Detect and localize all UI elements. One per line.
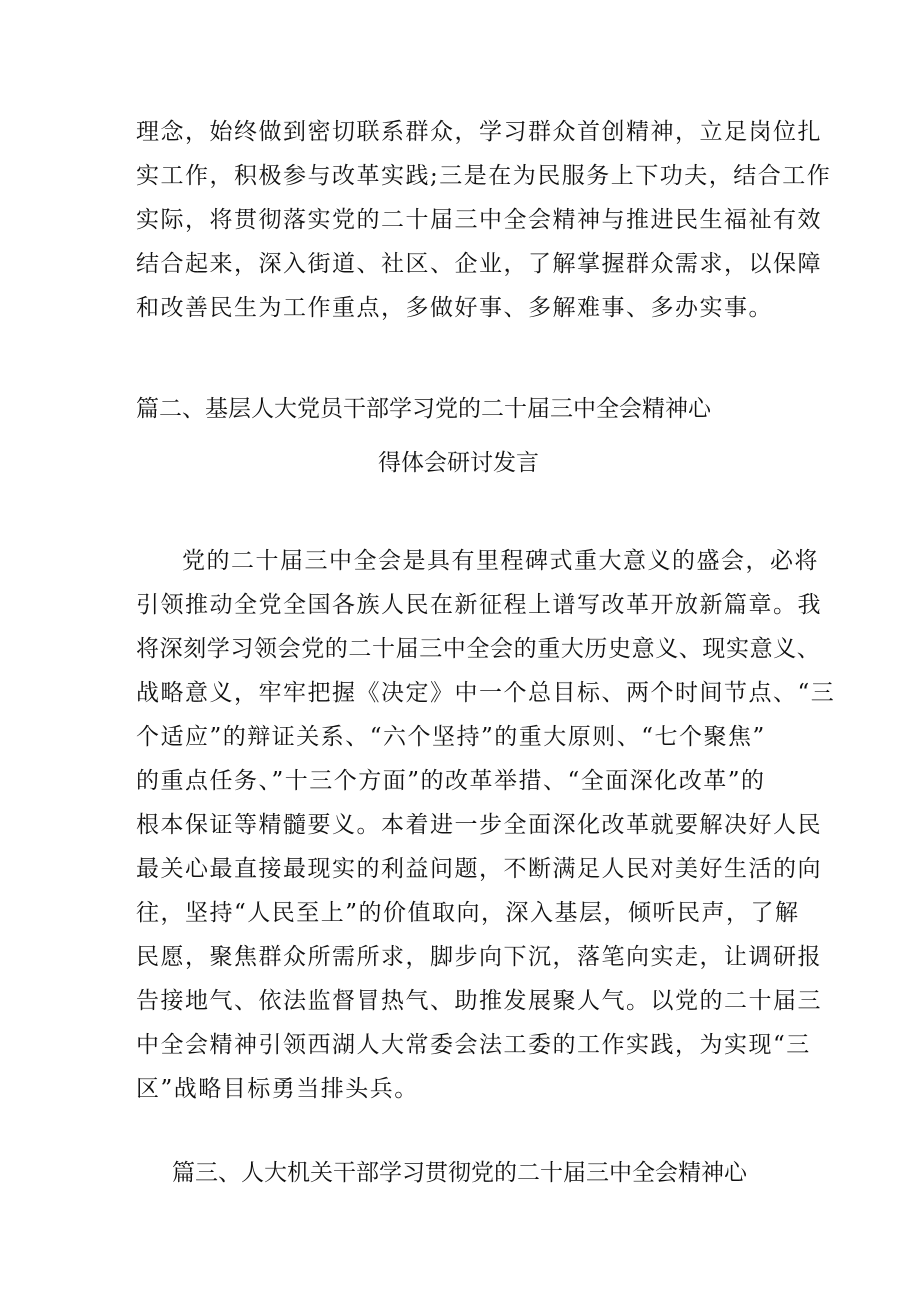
section-2-line-2: 引领推动全党全国各族人民在新征程上谱写改革开放新篇章。我 <box>136 592 822 618</box>
paragraph-1-line-3: 实际，将贯彻落实党的二十届三中全会精神与推进民生福祉有效 <box>136 207 822 233</box>
section-2-line-3: 将深刻学习领会党的二十届三中全会的重大历史意义、现实意义、 <box>136 636 821 662</box>
paragraph-1-line-2: 实工作，积极参与改革实践;三是在为民服务上下功夫，结合工作 <box>136 163 832 189</box>
section-2-line-5: 个适应”的辩证关系、“六个坚持”的重大原则、“七个聚焦” <box>136 724 766 750</box>
section-2-line-11: 告接地气、依法监督冒热气、助推发展聚人气。以党的二十届三 <box>136 988 822 1014</box>
section-2-line-10: 民愿，聚焦群众所需所求，脚步向下沉，落笔向实走，让调研报 <box>136 944 822 970</box>
section-2-line-13: 区”战略目标勇当排头兵。 <box>136 1076 419 1102</box>
section-2-title-line-2: 得体会研讨发言 <box>378 450 539 476</box>
section-2-line-8: 最关心最直接最现实的利益问题，不断满足人民对美好生活的向 <box>136 856 822 882</box>
paragraph-1-line-5: 和改善民生为工作重点，多做好事、多解难事、多办实事。 <box>136 295 773 321</box>
section-2-line-6: 的重点任务、”十三个方面”的改革举措、“全面深化改革”的 <box>136 768 766 794</box>
section-2-line-1: 党的二十届三中全会是具有里程碑式重大意义的盛会，必将 <box>182 548 819 574</box>
section-2-line-4: 战略意义，牢牢把握《决定》中一个总目标、两个时间节点、“三 <box>136 680 836 706</box>
paragraph-1-line-1: 理念，始终做到密切联系群众，学习群众首创精神，立足岗位扎 <box>136 119 822 145</box>
section-2-line-7: 根本保证等精髓要义。本着进一步全面深化改革就要解决好人民 <box>136 812 822 838</box>
section-3-title-line-1: 篇三、人大机关干部学习贯彻党的二十届三中全会精神心 <box>172 1160 747 1186</box>
paragraph-1-line-4: 结合起来，深入街道、社区、企业，了解掌握群众需求，以保障 <box>136 251 822 277</box>
section-2-line-9: 往，坚持“人民至上”的价值取向，深入基层，倾听民声，了解 <box>136 900 800 926</box>
section-2-title-line-1: 篇二、基层人大党员干部学习党的二十届三中全会精神心 <box>136 396 711 422</box>
section-2-line-12: 中全会精神引领西湖人大常委会法工委的工作实践，为实现“三 <box>136 1032 811 1058</box>
